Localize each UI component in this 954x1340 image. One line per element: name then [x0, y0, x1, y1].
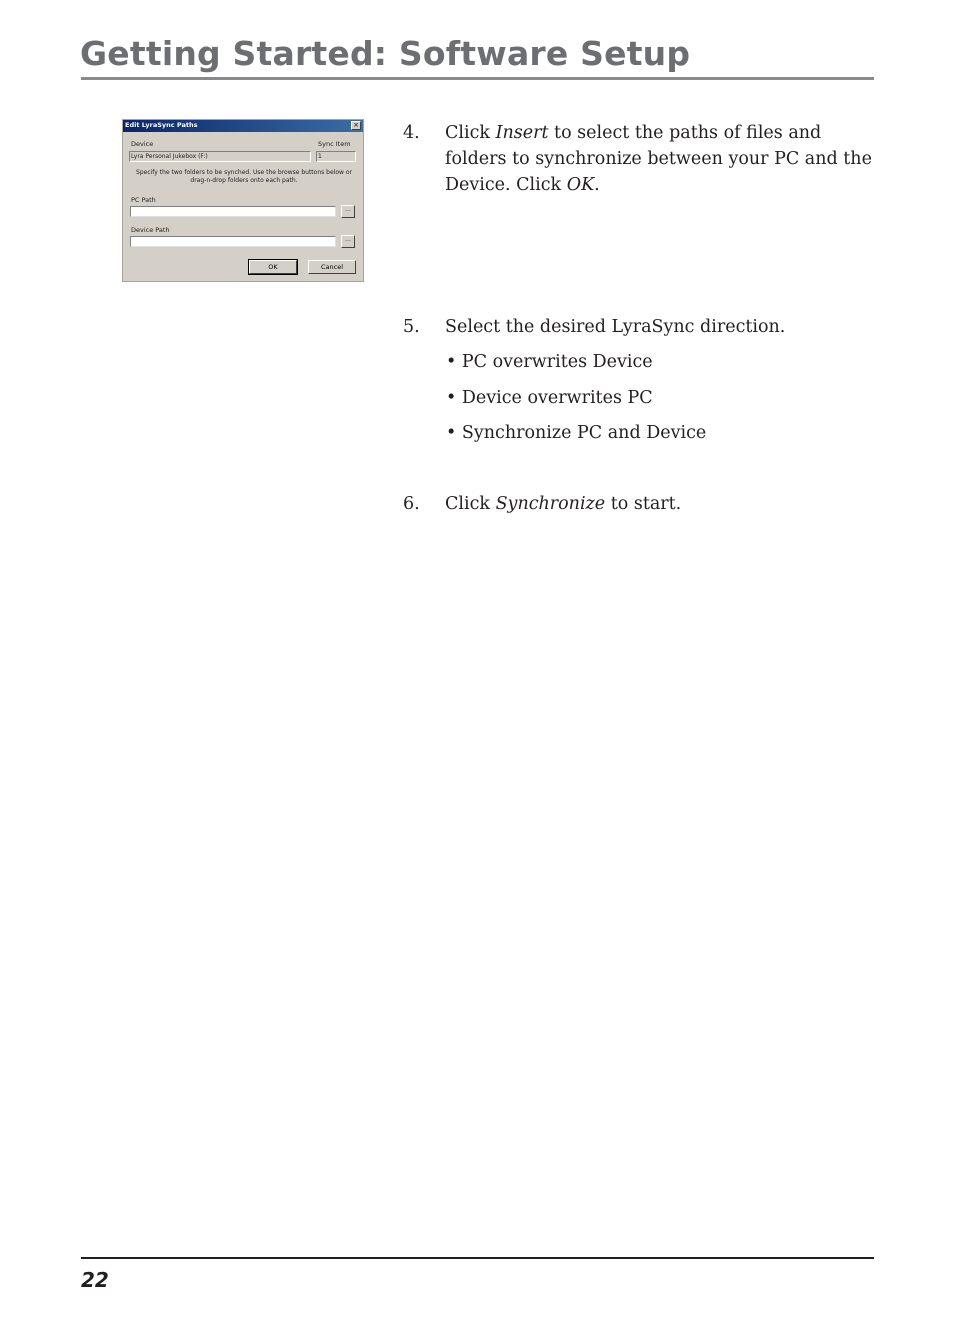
title-rule [81, 77, 874, 80]
pc-path-browse-button[interactable]: ... [341, 205, 355, 218]
cancel-button[interactable]: Cancel [308, 260, 356, 274]
page-number: 22 [81, 1268, 109, 1292]
device-field: Lyra Personal Jukebox (F:) [129, 151, 311, 162]
sync-item-field: 1 [316, 151, 356, 162]
device-path-browse-button[interactable]: ... [341, 235, 355, 248]
step-4-text-b: to select the paths of files and folders to synchronize between your PC and the Device. Click [445, 123, 872, 195]
step-6-text-a: Click [445, 494, 496, 514]
device-path-label: Device Path [131, 226, 170, 234]
list-item: • Device overwrites PC [446, 388, 653, 408]
step-4-text-c: . [594, 175, 600, 195]
list-item: • PC overwrites Device [446, 352, 653, 372]
dialog-title: Edit LyraSync Paths [125, 121, 198, 129]
list-item: • Synchronize PC and Device [446, 423, 707, 443]
step-5-number: 5. [403, 317, 420, 337]
step-4-text-a: Click [445, 123, 496, 143]
step-4-ok: OK [566, 175, 595, 195]
page-title: Getting Started: Software Setup [80, 34, 691, 73]
edit-lyrasync-paths-dialog [122, 119, 364, 282]
close-icon[interactable]: × [351, 121, 361, 130]
step-6-number: 6. [403, 494, 420, 514]
dialog-instructions-line1: Specify the two folders to be synched. Use the browse buttons below or [136, 169, 352, 176]
dialog-titlebar [123, 120, 363, 132]
device-label: Device [131, 140, 154, 148]
dialog-instructions-line2: drag-n-drop folders onto each path. [190, 177, 298, 184]
step-4-text [445, 120, 875, 198]
step-6-text-b: to start. [605, 494, 682, 514]
ok-button[interactable]: OK [249, 260, 297, 274]
device-path-input[interactable] [130, 236, 336, 247]
step-5-text: Select the desired LyraSync direction. [445, 317, 786, 337]
pc-path-label: PC Path [131, 196, 156, 204]
dialog-instructions [131, 169, 357, 185]
step-6-text [445, 491, 875, 517]
step-4-number: 4. [403, 123, 420, 143]
footer-rule [81, 1257, 874, 1259]
pc-path-input[interactable] [130, 206, 336, 217]
sync-item-label: Sync Item [318, 140, 351, 148]
step-4-insert: Insert [495, 123, 549, 143]
step-6-synchronize: Synchronize [495, 494, 606, 514]
